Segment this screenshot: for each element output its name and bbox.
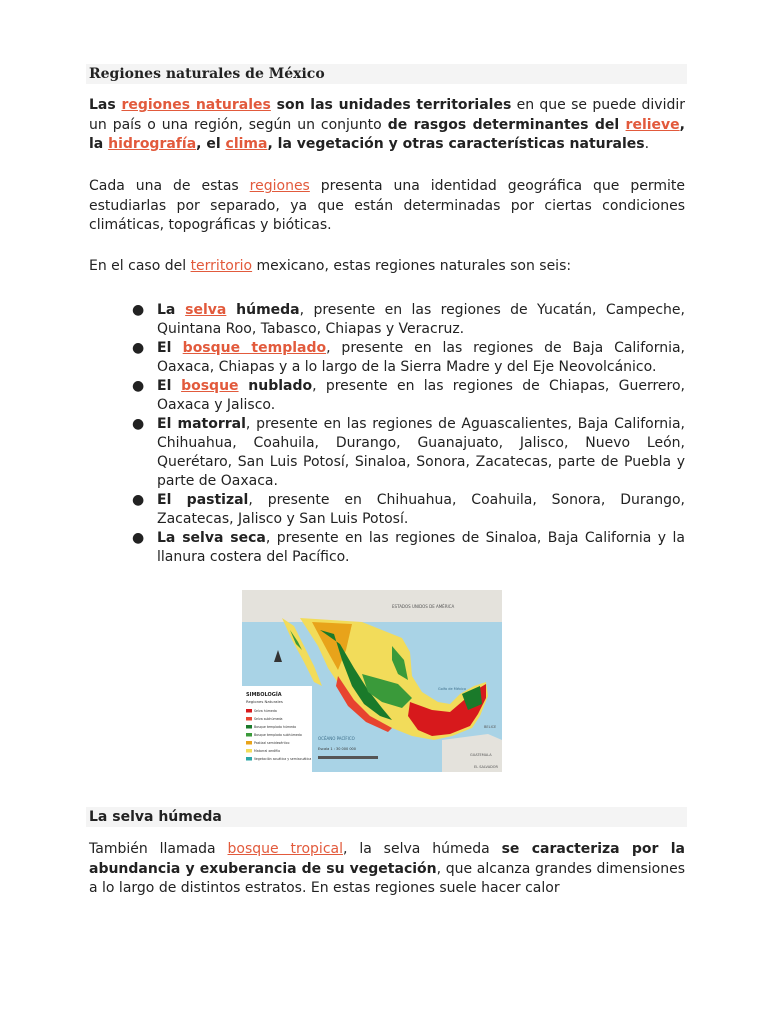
list-item — [89, 301, 685, 339]
list-item — [89, 415, 685, 491]
link-hidrografia[interactable]: hidrografía — [108, 136, 197, 152]
bold-text: La selva seca — [157, 530, 266, 546]
text: , presente en las regiones de Aguascalientes, Baja California, Chihuahua, Coahuila, Durango, Guanajuato, Jalisco, Nuevo León, Querétaro, San Luis Potosí, Sinaloa, Sonora, Zacatecas, parte de Puebla y parte de Oaxaca. — [157, 416, 685, 489]
legend-title: SIMBOLOGÍA — [246, 692, 282, 698]
legend-swatch — [246, 733, 252, 737]
bold-text: húmeda — [226, 302, 300, 318]
bold-text: El — [157, 340, 183, 356]
legend-swatch — [246, 749, 252, 753]
list-item — [89, 491, 685, 529]
bullet-icon: ● — [132, 340, 145, 356]
mexico-regions-map — [242, 590, 502, 772]
bold-text: El pastizal — [157, 492, 249, 508]
bold-text: , el — [196, 136, 226, 152]
territory-paragraph — [89, 257, 685, 277]
text: en que se puede dividir un país o una región, según un conjunto — [89, 97, 686, 133]
bullet-icon: ● — [132, 530, 145, 546]
legend-label: Selva subhúmeda — [254, 717, 283, 721]
link-territorio[interactable]: territorio — [190, 258, 253, 274]
bold-text: Las — [89, 97, 122, 113]
text: , presente en las regiones de Yucatán, Campeche, Quintana Roo, Tabasco, Chiapas y Veracruz. — [157, 302, 685, 337]
bullet-icon: ● — [132, 492, 145, 508]
scale-bar — [318, 756, 378, 759]
intro-paragraph — [89, 96, 685, 155]
map-gulf-label: Golfo de México — [438, 687, 467, 691]
map-usa-label: ESTADOS UNIDOS DE AMÉRICA — [392, 604, 455, 609]
bullet-icon: ● — [132, 302, 145, 318]
text: , presente en Chihuahua, Coahuila, Sonora, Durango, Zacatecas, Jalisco y San Luis Potosí. — [157, 492, 685, 527]
text: , que alcanza grandes dimensiones a lo largo de distintos estratos. En estas regiones suele hacer calor — [89, 860, 685, 896]
legend-swatch — [246, 717, 252, 721]
usa-land — [242, 590, 502, 622]
link-regiones-naturales[interactable]: regiones naturales — [121, 97, 271, 113]
legend-label: Bosque templado húmedo — [254, 725, 297, 729]
bold-text: de rasgos determinantes del — [387, 116, 626, 133]
legend-label: Bosque templado subhúmedo — [254, 733, 302, 737]
legend-swatch — [246, 709, 252, 713]
regions-list — [89, 301, 685, 567]
map-belize-label: BELICE — [484, 725, 497, 729]
text: presenta una identidad geográfica que permite estudiarlas por separado, ya que están determinadas por ciertas condiciones climáticas, topográficas y bióticas. — [89, 178, 685, 233]
text: , presente en las regiones de Baja California, Oaxaca, Chiapas y a lo largo de la Sierra Madre y del Eje Neovolcánico. — [157, 340, 685, 375]
legend-label: Matorral xerófilo — [254, 749, 281, 753]
bold-text: son las unidades territoriales — [270, 97, 512, 113]
bold-text: , la vegetación y otras características naturales — [267, 136, 645, 152]
link-selva[interactable]: selva — [185, 302, 227, 318]
link-bosque[interactable]: bosque — [181, 378, 239, 394]
bold-text: La — [157, 302, 186, 318]
text: . — [644, 136, 650, 152]
page-title: Regiones naturales de México — [89, 66, 325, 82]
legend-label: Selva húmeda — [254, 709, 277, 713]
bold-text: , la — [89, 116, 685, 152]
map-salvador-label: EL SALVADOR — [474, 765, 498, 769]
text: , presente en las regiones de Chiapas, Guerrero, Oaxaca y Jalisco. — [157, 378, 686, 413]
text: También llamada — [89, 841, 228, 857]
link-bosque-templado[interactable]: bosque templado — [182, 340, 327, 356]
text: , la selva húmeda — [342, 841, 502, 857]
link-bosque-tropical[interactable]: bosque tropical — [227, 841, 343, 857]
map-ocean-label: OCÉANO PACÍFICO — [318, 736, 355, 741]
legend-subtitle: Regiones Naturales — [246, 699, 283, 704]
map-scale-label: Escala 1 : 30 000 000 — [318, 747, 357, 751]
map-guatemala-label: GUATEMALA — [470, 753, 492, 757]
legend-swatch — [246, 741, 252, 745]
bold-text: El matorral — [157, 416, 246, 432]
bold-text: se caracteriza por la abundancia y exuberancia de su vegetación — [89, 841, 686, 877]
text: Cada una de estas — [89, 178, 250, 194]
link-relieve[interactable]: relieve — [625, 116, 680, 133]
list-item — [89, 377, 685, 415]
text: En el caso del — [89, 258, 191, 274]
list-item — [89, 339, 685, 377]
legend-swatch — [246, 757, 252, 761]
selva-paragraph — [89, 840, 685, 899]
bullet-icon: ● — [132, 416, 145, 432]
bold-text: El — [157, 378, 182, 394]
text: mexicano, estas regiones naturales son seis: — [252, 258, 572, 274]
link-regiones[interactable]: regiones — [249, 178, 310, 194]
regions-paragraph — [89, 177, 685, 236]
text: , presente en las regiones de Sinaloa, Baja California y la llanura costera del Pacífico. — [157, 530, 685, 565]
list-item — [89, 529, 685, 567]
bold-text: nublado — [238, 378, 313, 394]
link-clima[interactable]: clima — [225, 136, 268, 152]
legend-swatch — [246, 725, 252, 729]
bullet-icon: ● — [132, 378, 145, 394]
legend-label: Pastizal semidesértico — [254, 741, 290, 745]
section-heading: La selva húmeda — [89, 809, 222, 825]
legend-label: Vegetación acuática y semiacuática — [254, 757, 312, 761]
